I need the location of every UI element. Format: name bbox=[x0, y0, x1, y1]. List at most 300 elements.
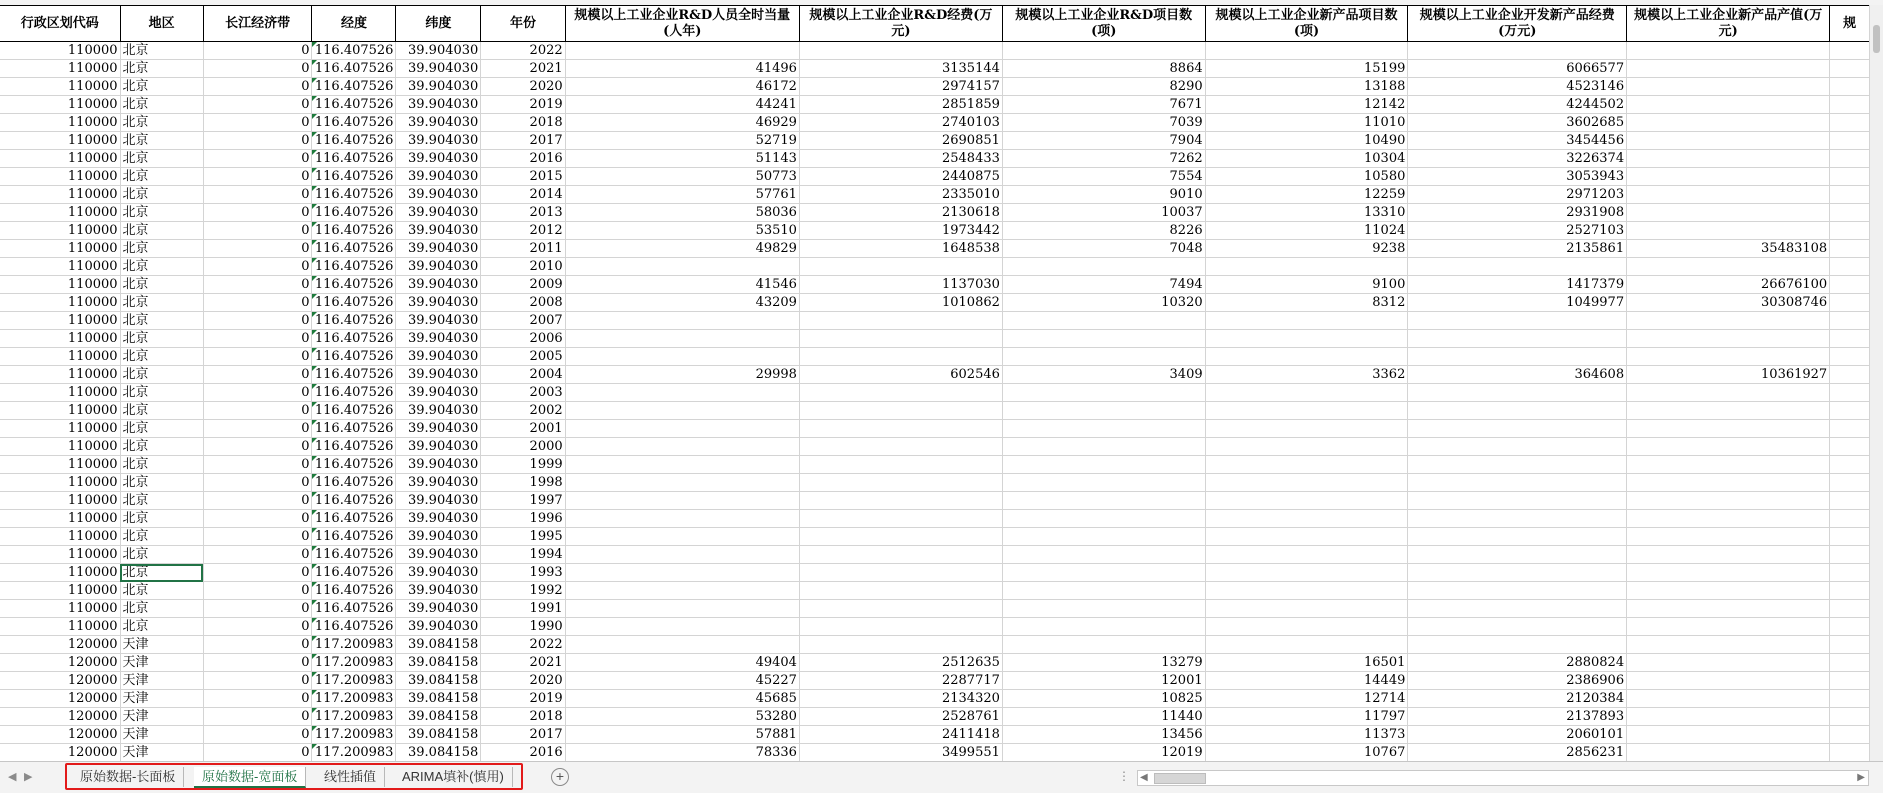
table-cell[interactable]: 2022 bbox=[481, 42, 565, 60]
table-cell[interactable] bbox=[565, 546, 799, 564]
column-header[interactable]: 规模以上工业企业R&D经费(万元) bbox=[799, 6, 1002, 42]
table-cell[interactable]: 2120384 bbox=[1408, 690, 1627, 708]
scroll-right-icon[interactable]: ▶ bbox=[1857, 772, 1865, 783]
table-cell[interactable]: 7494 bbox=[1002, 276, 1205, 294]
table-cell[interactable]: 39.904030 bbox=[396, 132, 481, 150]
column-header[interactable]: 规模以上工业企业开发新产品经费(万元) bbox=[1408, 6, 1627, 42]
table-cell[interactable] bbox=[1830, 294, 1870, 312]
table-cell[interactable] bbox=[1627, 456, 1830, 474]
table-cell[interactable]: 116.407526 bbox=[312, 456, 396, 474]
table-cell[interactable]: 120000 bbox=[0, 654, 120, 672]
table-cell[interactable] bbox=[1830, 330, 1870, 348]
table-cell[interactable] bbox=[1627, 96, 1830, 114]
table-cell[interactable] bbox=[1205, 42, 1408, 60]
table-cell[interactable]: 41546 bbox=[565, 276, 799, 294]
table-cell[interactable] bbox=[1830, 546, 1870, 564]
table-cell[interactable] bbox=[1627, 708, 1830, 726]
table-cell[interactable]: 110000 bbox=[0, 492, 120, 510]
table-cell[interactable] bbox=[1627, 438, 1830, 456]
table-cell[interactable]: 39.084158 bbox=[396, 654, 481, 672]
table-cell[interactable] bbox=[1830, 654, 1870, 672]
table-cell[interactable]: 0 bbox=[203, 402, 312, 420]
table-cell[interactable]: 39.904030 bbox=[396, 114, 481, 132]
table-cell[interactable]: 3409 bbox=[1002, 366, 1205, 384]
table-cell[interactable] bbox=[1830, 474, 1870, 492]
table-cell[interactable] bbox=[1627, 258, 1830, 276]
table-cell[interactable]: 1991 bbox=[481, 600, 565, 618]
column-header[interactable]: 规 bbox=[1830, 6, 1870, 42]
table-cell[interactable]: 10490 bbox=[1205, 132, 1408, 150]
table-cell[interactable]: 117.200983 bbox=[312, 654, 396, 672]
table-cell[interactable]: 2017 bbox=[481, 726, 565, 744]
table-cell[interactable] bbox=[1205, 510, 1408, 528]
table-cell[interactable]: 53280 bbox=[565, 708, 799, 726]
table-cell[interactable] bbox=[1408, 42, 1627, 60]
table-cell[interactable]: 0 bbox=[203, 258, 312, 276]
table-cell[interactable]: 天津 bbox=[120, 744, 203, 762]
table-cell[interactable]: 110000 bbox=[0, 276, 120, 294]
table-cell[interactable]: 1992 bbox=[481, 582, 565, 600]
table-cell[interactable] bbox=[799, 330, 1002, 348]
table-cell[interactable] bbox=[1408, 492, 1627, 510]
table-cell[interactable]: 116.407526 bbox=[312, 42, 396, 60]
table-cell[interactable]: 0 bbox=[203, 636, 312, 654]
table-cell[interactable]: 120000 bbox=[0, 672, 120, 690]
table-cell[interactable]: 3454456 bbox=[1408, 132, 1627, 150]
table-cell[interactable]: 1049977 bbox=[1408, 294, 1627, 312]
table-cell[interactable] bbox=[1408, 546, 1627, 564]
table-cell[interactable] bbox=[1627, 420, 1830, 438]
table-cell[interactable]: 2135861 bbox=[1408, 240, 1627, 258]
table-cell[interactable] bbox=[565, 402, 799, 420]
table-cell[interactable] bbox=[1205, 600, 1408, 618]
table-cell[interactable] bbox=[1205, 564, 1408, 582]
table-cell[interactable] bbox=[1205, 438, 1408, 456]
table-cell[interactable] bbox=[1627, 330, 1830, 348]
table-cell[interactable]: 39.904030 bbox=[396, 240, 481, 258]
table-cell[interactable]: 0 bbox=[203, 528, 312, 546]
table-cell[interactable]: 1137030 bbox=[799, 276, 1002, 294]
table-cell[interactable]: 北京 bbox=[120, 204, 203, 222]
table-cell[interactable]: 北京 bbox=[120, 330, 203, 348]
table-cell[interactable]: 1648538 bbox=[799, 240, 1002, 258]
table-cell[interactable]: 2527103 bbox=[1408, 222, 1627, 240]
table-cell[interactable]: 0 bbox=[203, 96, 312, 114]
table-cell[interactable]: 110000 bbox=[0, 456, 120, 474]
table-cell[interactable]: 1995 bbox=[481, 528, 565, 546]
table-cell[interactable] bbox=[1002, 474, 1205, 492]
table-cell[interactable]: 9238 bbox=[1205, 240, 1408, 258]
table-cell[interactable] bbox=[799, 546, 1002, 564]
table-cell[interactable]: 39.904030 bbox=[396, 564, 481, 582]
table-cell[interactable] bbox=[1830, 186, 1870, 204]
table-cell[interactable] bbox=[1205, 528, 1408, 546]
table-cell[interactable] bbox=[1830, 168, 1870, 186]
table-cell[interactable]: 北京 bbox=[120, 60, 203, 78]
table-cell[interactable]: 2001 bbox=[481, 420, 565, 438]
table-cell[interactable]: 1990 bbox=[481, 618, 565, 636]
table-cell[interactable]: 116.407526 bbox=[312, 366, 396, 384]
table-cell[interactable] bbox=[1627, 222, 1830, 240]
horizontal-scrollbar[interactable] bbox=[1137, 770, 1869, 786]
table-cell[interactable]: 110000 bbox=[0, 150, 120, 168]
table-cell[interactable]: 41496 bbox=[565, 60, 799, 78]
table-cell[interactable]: 0 bbox=[203, 114, 312, 132]
table-cell[interactable]: 58036 bbox=[565, 204, 799, 222]
table-cell[interactable]: 39.904030 bbox=[396, 168, 481, 186]
table-cell[interactable]: 0 bbox=[203, 168, 312, 186]
table-cell[interactable]: 北京 bbox=[120, 438, 203, 456]
table-cell[interactable]: 39.084158 bbox=[396, 744, 481, 762]
table-cell[interactable] bbox=[1627, 168, 1830, 186]
table-cell[interactable]: 北京 bbox=[120, 618, 203, 636]
table-cell[interactable]: 43209 bbox=[565, 294, 799, 312]
table-cell[interactable]: 39.904030 bbox=[396, 420, 481, 438]
table-cell[interactable] bbox=[565, 384, 799, 402]
table-cell[interactable]: 2690851 bbox=[799, 132, 1002, 150]
table-cell[interactable]: 116.407526 bbox=[312, 420, 396, 438]
table-cell[interactable] bbox=[1408, 420, 1627, 438]
table-cell[interactable] bbox=[799, 618, 1002, 636]
table-cell[interactable]: 2004 bbox=[481, 366, 565, 384]
table-cell[interactable] bbox=[1627, 690, 1830, 708]
table-cell[interactable]: 2016 bbox=[481, 150, 565, 168]
table-cell[interactable]: 2019 bbox=[481, 690, 565, 708]
table-cell[interactable]: 10767 bbox=[1205, 744, 1408, 762]
table-cell[interactable]: 39.904030 bbox=[396, 546, 481, 564]
table-cell[interactable]: 116.407526 bbox=[312, 402, 396, 420]
table-cell[interactable] bbox=[565, 456, 799, 474]
table-cell[interactable] bbox=[565, 348, 799, 366]
table-cell[interactable]: 12714 bbox=[1205, 690, 1408, 708]
table-cell[interactable]: 0 bbox=[203, 438, 312, 456]
table-cell[interactable]: 天津 bbox=[120, 672, 203, 690]
table-cell[interactable] bbox=[1002, 600, 1205, 618]
table-cell[interactable]: 110000 bbox=[0, 366, 120, 384]
table-cell[interactable] bbox=[1002, 438, 1205, 456]
table-cell[interactable] bbox=[565, 438, 799, 456]
table-cell[interactable]: 6066577 bbox=[1408, 60, 1627, 78]
table-cell[interactable]: 110000 bbox=[0, 474, 120, 492]
table-cell[interactable]: 2931908 bbox=[1408, 204, 1627, 222]
table-cell[interactable] bbox=[1627, 564, 1830, 582]
table-cell[interactable]: 29998 bbox=[565, 366, 799, 384]
table-cell[interactable]: 39.084158 bbox=[396, 726, 481, 744]
table-cell[interactable] bbox=[1408, 402, 1627, 420]
table-cell[interactable]: 2013 bbox=[481, 204, 565, 222]
table-cell[interactable] bbox=[1627, 312, 1830, 330]
vertical-scrollbar[interactable] bbox=[1869, 5, 1883, 761]
table-cell[interactable]: 0 bbox=[203, 654, 312, 672]
table-cell[interactable]: 116.407526 bbox=[312, 78, 396, 96]
table-cell[interactable] bbox=[1205, 492, 1408, 510]
table-cell[interactable]: 2000 bbox=[481, 438, 565, 456]
table-cell[interactable]: 4523146 bbox=[1408, 78, 1627, 96]
table-cell[interactable]: 北京 bbox=[120, 582, 203, 600]
table-cell[interactable] bbox=[1408, 564, 1627, 582]
table-cell[interactable]: 44241 bbox=[565, 96, 799, 114]
tab-arima-fill[interactable]: ARIMA填补(慎用) bbox=[394, 767, 513, 787]
table-cell[interactable] bbox=[1830, 618, 1870, 636]
table-cell[interactable]: 0 bbox=[203, 276, 312, 294]
table-cell[interactable] bbox=[1830, 420, 1870, 438]
table-cell[interactable]: 51143 bbox=[565, 150, 799, 168]
table-cell[interactable] bbox=[799, 438, 1002, 456]
table-cell[interactable]: 110000 bbox=[0, 600, 120, 618]
table-cell[interactable]: 120000 bbox=[0, 690, 120, 708]
table-cell[interactable]: 30308746 bbox=[1627, 294, 1830, 312]
table-cell[interactable] bbox=[1002, 636, 1205, 654]
table-cell[interactable]: 北京 bbox=[120, 150, 203, 168]
table-cell[interactable]: 39.904030 bbox=[396, 312, 481, 330]
table-cell[interactable]: 0 bbox=[203, 582, 312, 600]
table-cell[interactable]: 2007 bbox=[481, 312, 565, 330]
table-cell[interactable]: 13279 bbox=[1002, 654, 1205, 672]
table-cell[interactable] bbox=[1408, 312, 1627, 330]
table-cell[interactable]: 北京 bbox=[120, 240, 203, 258]
table-cell[interactable]: 9010 bbox=[1002, 186, 1205, 204]
table-cell[interactable]: 110000 bbox=[0, 312, 120, 330]
tab-split-handle[interactable]: ⋮ bbox=[1118, 769, 1130, 783]
table-cell[interactable]: 11024 bbox=[1205, 222, 1408, 240]
table-cell[interactable]: 7671 bbox=[1002, 96, 1205, 114]
table-cell[interactable]: 7048 bbox=[1002, 240, 1205, 258]
table-cell[interactable]: 110000 bbox=[0, 240, 120, 258]
table-cell[interactable]: 北京 bbox=[120, 474, 203, 492]
table-cell[interactable]: 0 bbox=[203, 456, 312, 474]
table-cell[interactable]: 35483108 bbox=[1627, 240, 1830, 258]
table-cell[interactable]: 110000 bbox=[0, 618, 120, 636]
table-cell[interactable]: 39.904030 bbox=[396, 204, 481, 222]
table-cell[interactable]: 2014 bbox=[481, 186, 565, 204]
table-cell[interactable] bbox=[1830, 672, 1870, 690]
table-cell[interactable]: 0 bbox=[203, 420, 312, 438]
table-cell[interactable]: 2021 bbox=[481, 60, 565, 78]
table-cell[interactable] bbox=[1002, 384, 1205, 402]
table-cell[interactable]: 2020 bbox=[481, 672, 565, 690]
table-cell[interactable] bbox=[1627, 114, 1830, 132]
table-cell[interactable] bbox=[1002, 528, 1205, 546]
table-cell[interactable]: 110000 bbox=[0, 330, 120, 348]
table-cell[interactable]: 39.904030 bbox=[396, 348, 481, 366]
table-cell[interactable] bbox=[1627, 744, 1830, 762]
table-cell[interactable]: 120000 bbox=[0, 636, 120, 654]
table-cell[interactable]: 2740103 bbox=[799, 114, 1002, 132]
table-cell[interactable] bbox=[1002, 312, 1205, 330]
table-cell[interactable]: 北京 bbox=[120, 276, 203, 294]
table-cell[interactable]: 0 bbox=[203, 204, 312, 222]
table-cell[interactable]: 北京 bbox=[120, 96, 203, 114]
table-cell[interactable]: 0 bbox=[203, 510, 312, 528]
table-cell[interactable] bbox=[1830, 438, 1870, 456]
table-cell[interactable]: 116.407526 bbox=[312, 618, 396, 636]
table-cell[interactable] bbox=[565, 636, 799, 654]
table-cell[interactable] bbox=[1627, 510, 1830, 528]
table-cell[interactable] bbox=[1830, 78, 1870, 96]
table-cell[interactable] bbox=[1002, 564, 1205, 582]
table-cell[interactable] bbox=[1830, 222, 1870, 240]
table-cell[interactable]: 39.904030 bbox=[396, 294, 481, 312]
column-header[interactable]: 规模以上工业企业新产品产值(万元) bbox=[1627, 6, 1830, 42]
table-cell[interactable]: 1999 bbox=[481, 456, 565, 474]
table-cell[interactable]: 116.407526 bbox=[312, 528, 396, 546]
table-cell[interactable] bbox=[1627, 60, 1830, 78]
table-cell[interactable]: 110000 bbox=[0, 60, 120, 78]
table-cell[interactable]: 3602685 bbox=[1408, 114, 1627, 132]
table-cell[interactable]: 116.407526 bbox=[312, 222, 396, 240]
table-cell[interactable]: 116.407526 bbox=[312, 276, 396, 294]
table-cell[interactable]: 116.407526 bbox=[312, 348, 396, 366]
table-cell[interactable] bbox=[1830, 276, 1870, 294]
table-cell[interactable]: 78336 bbox=[565, 744, 799, 762]
table-cell[interactable]: 39.904030 bbox=[396, 600, 481, 618]
table-cell[interactable]: 110000 bbox=[0, 420, 120, 438]
table-cell[interactable]: 39.904030 bbox=[396, 60, 481, 78]
table-cell[interactable]: 2137893 bbox=[1408, 708, 1627, 726]
prev-sheet-icon[interactable]: ◀ bbox=[8, 771, 17, 783]
table-cell[interactable]: 2548433 bbox=[799, 150, 1002, 168]
table-cell[interactable]: 2386906 bbox=[1408, 672, 1627, 690]
table-cell[interactable]: 39.904030 bbox=[396, 366, 481, 384]
table-cell[interactable]: 49829 bbox=[565, 240, 799, 258]
table-cell[interactable]: 2856231 bbox=[1408, 744, 1627, 762]
table-cell[interactable] bbox=[1830, 258, 1870, 276]
table-cell[interactable]: 13188 bbox=[1205, 78, 1408, 96]
table-cell[interactable] bbox=[565, 528, 799, 546]
table-cell[interactable]: 116.407526 bbox=[312, 564, 396, 582]
table-cell[interactable]: 2060101 bbox=[1408, 726, 1627, 744]
table-cell[interactable]: 39.904030 bbox=[396, 456, 481, 474]
table-cell[interactable]: 北京 bbox=[120, 114, 203, 132]
table-cell[interactable]: 北京 bbox=[120, 258, 203, 276]
table-cell[interactable]: 2019 bbox=[481, 96, 565, 114]
horizontal-scroll-thumb[interactable] bbox=[1154, 773, 1206, 784]
table-cell[interactable]: 2440875 bbox=[799, 168, 1002, 186]
table-cell[interactable]: 110000 bbox=[0, 114, 120, 132]
table-cell[interactable]: 117.200983 bbox=[312, 690, 396, 708]
table-cell[interactable] bbox=[799, 456, 1002, 474]
table-cell[interactable] bbox=[1830, 600, 1870, 618]
table-cell[interactable] bbox=[1627, 654, 1830, 672]
table-cell[interactable]: 0 bbox=[203, 708, 312, 726]
table-cell[interactable]: 2528761 bbox=[799, 708, 1002, 726]
table-cell[interactable]: 39.904030 bbox=[396, 438, 481, 456]
table-cell[interactable] bbox=[1830, 312, 1870, 330]
table-cell[interactable]: 110000 bbox=[0, 204, 120, 222]
table-cell[interactable]: 120000 bbox=[0, 744, 120, 762]
table-cell[interactable]: 39.904030 bbox=[396, 150, 481, 168]
table-cell[interactable] bbox=[1002, 402, 1205, 420]
table-cell[interactable]: 0 bbox=[203, 564, 312, 582]
table-cell[interactable] bbox=[1627, 600, 1830, 618]
column-header[interactable]: 行政区划代码 bbox=[0, 6, 120, 42]
table-cell[interactable]: 3499551 bbox=[799, 744, 1002, 762]
table-cell[interactable]: 39.084158 bbox=[396, 690, 481, 708]
table-cell[interactable]: 北京 bbox=[120, 168, 203, 186]
vertical-scroll-thumb[interactable] bbox=[1873, 25, 1880, 53]
table-cell[interactable]: 天津 bbox=[120, 726, 203, 744]
table-cell[interactable]: 39.084158 bbox=[396, 672, 481, 690]
table-cell[interactable] bbox=[565, 42, 799, 60]
table-cell[interactable]: 0 bbox=[203, 618, 312, 636]
table-cell[interactable] bbox=[799, 384, 1002, 402]
table-cell[interactable]: 北京 bbox=[120, 492, 203, 510]
table-cell[interactable]: 8290 bbox=[1002, 78, 1205, 96]
table-cell[interactable] bbox=[1205, 546, 1408, 564]
table-cell[interactable] bbox=[1627, 150, 1830, 168]
table-cell[interactable]: 39.904030 bbox=[396, 384, 481, 402]
table-cell[interactable] bbox=[799, 582, 1002, 600]
table-cell[interactable]: 1997 bbox=[481, 492, 565, 510]
table-cell[interactable] bbox=[1002, 582, 1205, 600]
table-cell[interactable]: 2130618 bbox=[799, 204, 1002, 222]
table-cell[interactable]: 北京 bbox=[120, 564, 203, 582]
table-cell[interactable]: 39.904030 bbox=[396, 186, 481, 204]
table-cell[interactable] bbox=[799, 474, 1002, 492]
table-cell[interactable]: 3226374 bbox=[1408, 150, 1627, 168]
table-cell[interactable]: 117.200983 bbox=[312, 672, 396, 690]
table-cell[interactable]: 2005 bbox=[481, 348, 565, 366]
table-cell[interactable]: 8312 bbox=[1205, 294, 1408, 312]
table-cell[interactable]: 2012 bbox=[481, 222, 565, 240]
table-cell[interactable]: 4244502 bbox=[1408, 96, 1627, 114]
table-cell[interactable] bbox=[1830, 114, 1870, 132]
table-cell[interactable]: 2020 bbox=[481, 78, 565, 96]
table-cell[interactable]: 7262 bbox=[1002, 150, 1205, 168]
table-cell[interactable]: 15199 bbox=[1205, 60, 1408, 78]
table-cell[interactable] bbox=[1205, 636, 1408, 654]
table-cell[interactable]: 116.407526 bbox=[312, 96, 396, 114]
table-cell[interactable]: 10304 bbox=[1205, 150, 1408, 168]
spreadsheet-grid[interactable] bbox=[0, 5, 1870, 761]
column-header[interactable]: 规模以上工业企业新产品项目数(项) bbox=[1205, 6, 1408, 42]
table-cell[interactable]: 2021 bbox=[481, 654, 565, 672]
table-cell[interactable] bbox=[1830, 150, 1870, 168]
table-cell[interactable]: 39.904030 bbox=[396, 222, 481, 240]
table-cell[interactable]: 116.407526 bbox=[312, 384, 396, 402]
table-cell[interactable] bbox=[1205, 402, 1408, 420]
table-cell[interactable]: 0 bbox=[203, 690, 312, 708]
table-cell[interactable] bbox=[1830, 456, 1870, 474]
table-cell[interactable] bbox=[799, 420, 1002, 438]
table-cell[interactable]: 1973442 bbox=[799, 222, 1002, 240]
table-cell[interactable]: 39.084158 bbox=[396, 708, 481, 726]
table-cell[interactable]: 117.200983 bbox=[312, 744, 396, 762]
table-cell[interactable]: 2287717 bbox=[799, 672, 1002, 690]
table-cell[interactable] bbox=[1408, 582, 1627, 600]
table-cell[interactable]: 14449 bbox=[1205, 672, 1408, 690]
table-cell[interactable]: 1998 bbox=[481, 474, 565, 492]
table-cell[interactable]: 39.084158 bbox=[396, 636, 481, 654]
table-cell[interactable]: 116.407526 bbox=[312, 492, 396, 510]
table-cell[interactable]: 北京 bbox=[120, 600, 203, 618]
table-cell[interactable]: 2880824 bbox=[1408, 654, 1627, 672]
table-cell[interactable] bbox=[1205, 582, 1408, 600]
table-cell[interactable] bbox=[1408, 510, 1627, 528]
table-cell[interactable] bbox=[1830, 60, 1870, 78]
table-cell[interactable]: 39.904030 bbox=[396, 330, 481, 348]
table-cell[interactable] bbox=[799, 402, 1002, 420]
table-cell[interactable]: 110000 bbox=[0, 402, 120, 420]
table-cell[interactable] bbox=[565, 474, 799, 492]
table-cell[interactable] bbox=[1627, 528, 1830, 546]
table-cell[interactable]: 0 bbox=[203, 384, 312, 402]
table-cell[interactable]: 120000 bbox=[0, 708, 120, 726]
table-cell[interactable]: 2010 bbox=[481, 258, 565, 276]
table-cell[interactable] bbox=[1205, 258, 1408, 276]
table-cell[interactable]: 2851859 bbox=[799, 96, 1002, 114]
table-cell[interactable]: 0 bbox=[203, 42, 312, 60]
